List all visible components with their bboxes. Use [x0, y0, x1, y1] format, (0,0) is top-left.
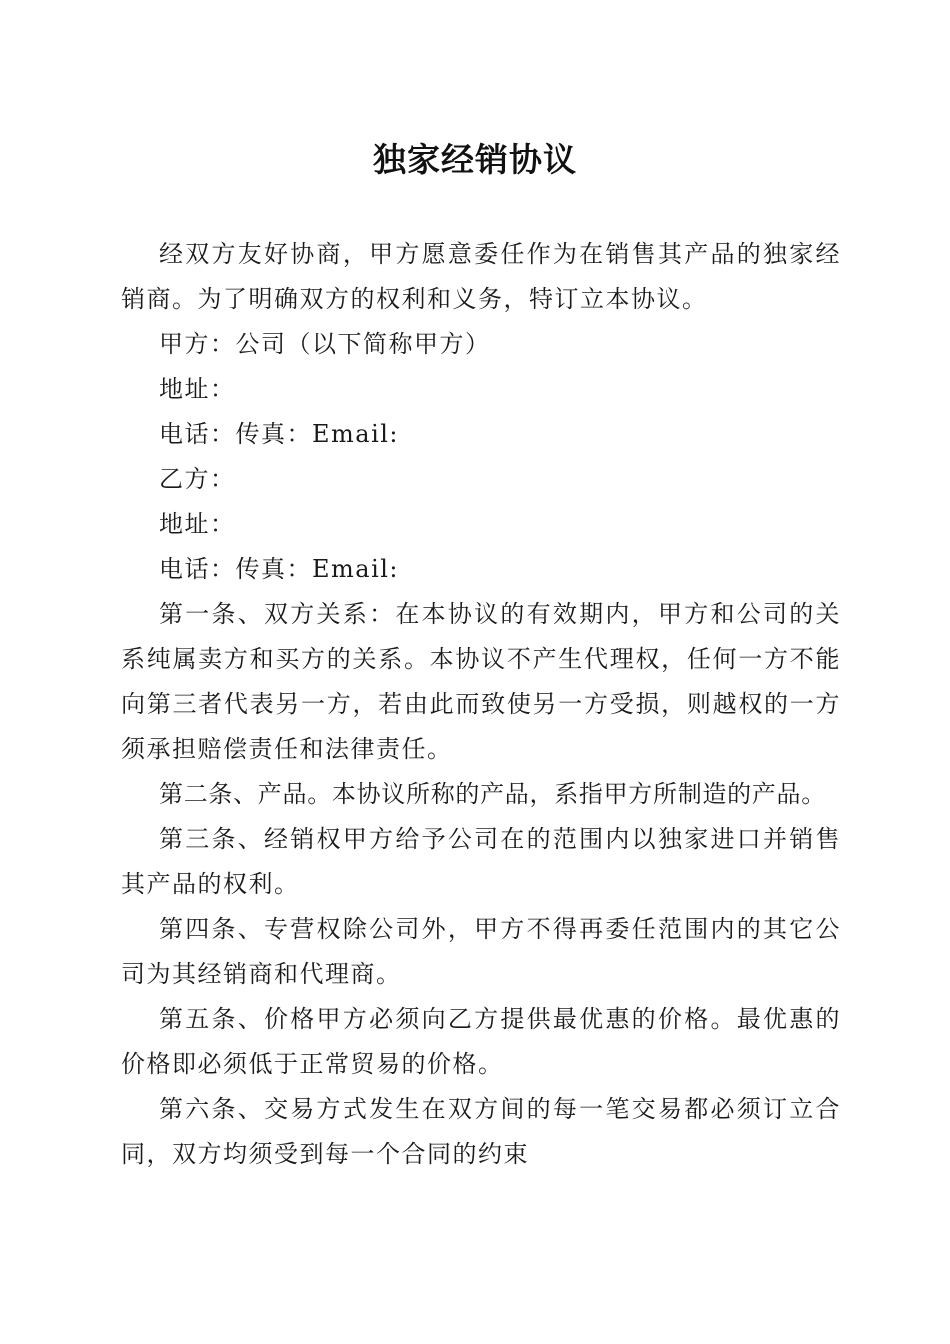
- article-5: 第五条、价格甲方必须向乙方提供最优惠的价格。最优惠的价格即必须低于正常贸易的价格。: [121, 1005, 841, 1078]
- party-a-name: 甲方：公司（以下简称甲方）: [159, 330, 491, 358]
- article-1: 第一条、双方关系：在本协议的有效期内，甲方和公司的关系纯属卖方和买方的关系。本协议不产生代理权，任何一方不能向第三者代表另一方，若由此而致使另一方受损，则越权的一方须承担赔偿责任和法律责任。: [121, 600, 841, 763]
- intro-paragraph: 经双方友好协商，甲方愿意委任作为在销售其产品的独家经销商。为了明确双方的权利和义务，特订立本协议。: [121, 240, 841, 313]
- article-3: 第三条、经销权甲方给予公司在的范围内以独家进口并销售其产品的权利。: [121, 825, 841, 898]
- party-b-name: 乙方：: [159, 465, 236, 493]
- document-body: [121, 232, 841, 1177]
- party-b-address: 地址：: [159, 510, 236, 538]
- party-b-contact: 电话：传真：Email:: [159, 555, 400, 583]
- document-title: 独家经销协议: [373, 140, 577, 179]
- article-6: 第六条、交易方式发生在双方间的每一笔交易都必须订立合同，双方均须受到每一个合同的约束: [121, 1095, 841, 1168]
- party-a-contact: 电话：传真：Email:: [159, 420, 400, 448]
- article-4: 第四条、专营权除公司外，甲方不得再委任范围内的其它公司为其经销商和代理商。: [121, 915, 841, 988]
- article-2: 第二条、产品。本协议所称的产品，系指甲方所制造的产品。: [159, 780, 826, 808]
- party-a-address: 地址：: [159, 375, 236, 403]
